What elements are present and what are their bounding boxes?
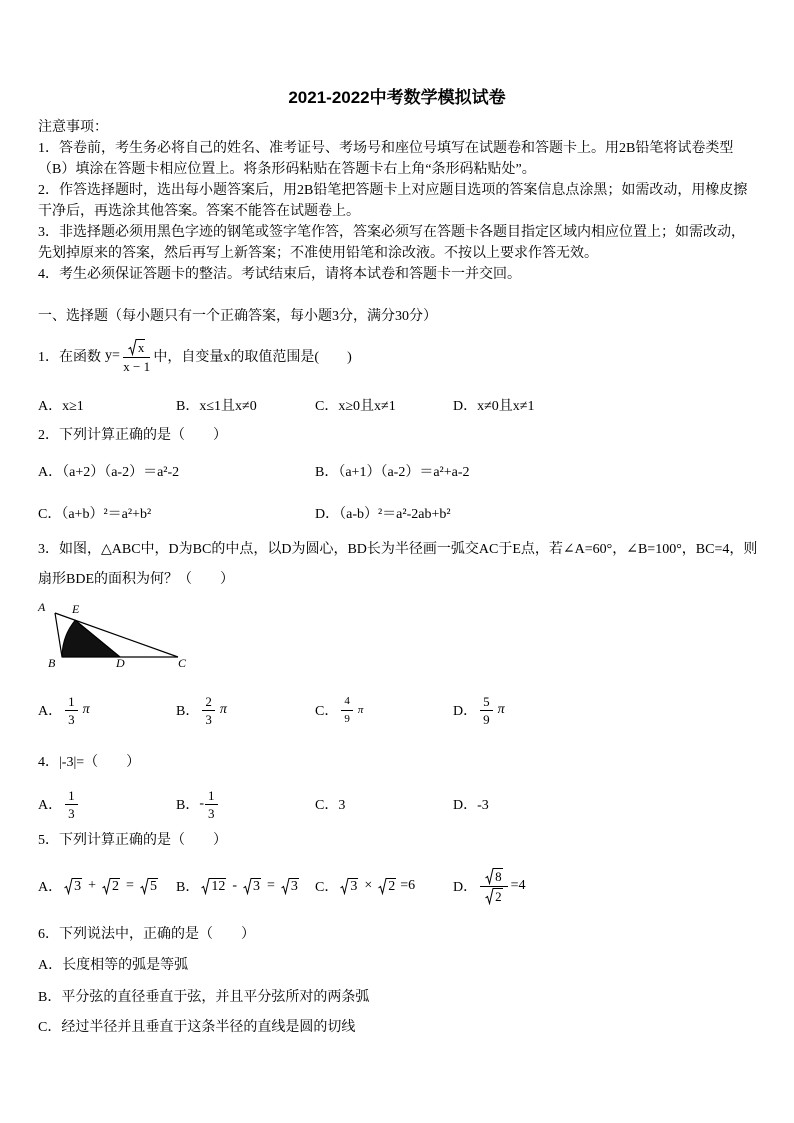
sqrt-expression xyxy=(281,878,299,895)
q2-option-a: A．（a+2）（a-2）＝a²-2 xyxy=(38,464,180,480)
q2-option-d: D．（a-b）²＝a²-2ab+b² xyxy=(315,506,451,522)
option-fraction xyxy=(205,788,218,821)
q4-option-c: C．3 xyxy=(315,798,346,813)
option-letter: A． xyxy=(38,880,63,895)
radicand: 5 xyxy=(149,878,157,894)
equals-sign: = xyxy=(267,878,275,893)
q1-radicand: x xyxy=(137,339,145,355)
sqrt-expression xyxy=(102,878,120,895)
minus-sign: - xyxy=(199,796,205,811)
sqrt-expression xyxy=(378,878,396,895)
pi-symbol: π xyxy=(497,702,505,717)
q3-option-c xyxy=(315,692,363,728)
radical-sign-icon xyxy=(243,878,252,895)
q2-option-b: B．（a+1）（a-2）＝a²+a-2 xyxy=(315,464,470,480)
q5-option-b xyxy=(176,866,301,906)
radicand: 8 xyxy=(495,868,502,884)
option-letter: A． xyxy=(38,798,63,813)
vertex-label-b: B xyxy=(48,656,56,670)
q1-option-c: C．x≥0且x≠1 xyxy=(315,398,396,414)
sqrt-expression xyxy=(485,888,503,905)
fraction-numerator: 4 xyxy=(341,694,353,711)
notice-heading: 注意事项： xyxy=(38,120,108,135)
q4-option-a xyxy=(38,786,81,822)
fraction-numerator: 1 xyxy=(65,788,78,805)
q4-option-b xyxy=(176,786,221,822)
q1-function-lhs: y= xyxy=(105,348,120,363)
point-label-d: D xyxy=(116,656,125,670)
exam-title: 2021-2022中考数学模拟试卷 xyxy=(288,88,506,107)
option-letter: B． xyxy=(176,798,200,813)
fraction-denominator: 9 xyxy=(344,712,350,725)
q1-option-d: D．x≠0且x≠1 xyxy=(453,398,535,414)
q1-option-a: A．x≥1 xyxy=(38,398,84,414)
option-letter: A． xyxy=(38,704,63,719)
option-fraction xyxy=(65,694,78,727)
radicand: 2 xyxy=(388,878,396,894)
q6-option-a: A．长度相等的弧是等弧 xyxy=(38,958,189,973)
q1-numerator xyxy=(123,339,151,358)
sqrt-expression xyxy=(340,878,358,895)
option-letter: C． xyxy=(315,704,339,719)
sqrt-expression xyxy=(140,878,158,895)
option-letter: D． xyxy=(453,880,478,895)
notice-item: 2．作答选择题时，选出每小题答案后，用2B铅笔把答题卡上对应题目选项的答案信息点涂黑；如需改动，用橡皮擦干净后，再选涂其他答案。答案不能答在试题卷上。 xyxy=(38,183,748,219)
option-letter: C． xyxy=(315,880,339,895)
option-letter: B． xyxy=(176,880,200,895)
radicand: 3 xyxy=(253,878,261,894)
radicand: 3 xyxy=(350,878,358,894)
fraction-numerator xyxy=(480,868,508,887)
option-letter: D． xyxy=(453,704,478,719)
q2-option-c: C．（a+b）²＝a²+b² xyxy=(38,506,152,522)
q1-stem-prefix: 1．在函数 xyxy=(38,350,101,365)
equals-sign: = xyxy=(126,878,134,893)
radical-sign-icon xyxy=(201,878,210,895)
q3-option-b xyxy=(176,692,227,728)
question-4-stem: 4．|-3|=（ ） xyxy=(38,755,141,770)
q3-option-a xyxy=(38,692,90,728)
radicand: 3 xyxy=(74,878,82,894)
q6-option-b: B．平分弦的直径垂直于弦，并且平分弦所对的两条弧 xyxy=(38,990,370,1005)
pi-symbol: π xyxy=(82,702,90,717)
radical-sign-icon xyxy=(485,888,494,905)
option-fraction xyxy=(65,788,78,821)
radical-sign-icon xyxy=(128,339,137,356)
option-fraction xyxy=(480,694,493,727)
fraction-numerator: 1 xyxy=(205,788,218,805)
fraction-denominator: 3 xyxy=(68,805,75,821)
q5-option-d xyxy=(453,862,526,910)
sqrt-expression xyxy=(201,878,226,895)
pi-symbol: π xyxy=(219,702,227,717)
sqrt-expression xyxy=(243,878,261,895)
fraction-denominator: 3 xyxy=(208,805,215,821)
q3-option-d xyxy=(453,692,505,728)
q5-option-a xyxy=(38,866,160,906)
question-2-stem: 2．下列计算正确的是（ ） xyxy=(38,428,227,443)
radicand: 2 xyxy=(495,888,502,904)
radical-sign-icon xyxy=(102,878,111,895)
notice-item: 1．答卷前，考生务必将自己的姓名、准考证号、考场号和座位号填写在试题卷和答题卡上。用2B铅笔将试卷类型（B）填涂在答题卡相应位置上。将条形码粘贴在答题卡右上角“条形码粘贴处”。 xyxy=(38,141,734,177)
radical-sign-icon xyxy=(378,878,387,895)
operator: + xyxy=(88,878,97,893)
radicand: 2 xyxy=(112,878,120,894)
question-6-stem: 6．下列说法中，正确的是（ ） xyxy=(38,927,255,942)
point-label-e: E xyxy=(72,602,80,616)
q5-option-c xyxy=(315,866,415,906)
q1-stem-suffix: 中，自变量x的取值范围是( ) xyxy=(153,350,352,365)
fraction-denominator xyxy=(480,887,508,905)
operator: - xyxy=(232,878,238,893)
option-fraction xyxy=(202,694,215,727)
fraction-numerator: 1 xyxy=(65,694,78,711)
radicand: 12 xyxy=(211,878,226,894)
fraction-denominator: 9 xyxy=(483,711,490,727)
side-ab xyxy=(55,613,62,657)
radical-sign-icon xyxy=(281,878,290,895)
radical-sign-icon xyxy=(140,878,149,895)
fraction-numerator: 2 xyxy=(202,694,215,711)
vertex-label-a: A xyxy=(38,600,46,614)
sqrt-expression xyxy=(64,878,82,895)
q1-option-b: B．x≤1且x≠0 xyxy=(176,398,257,414)
operator: × xyxy=(364,878,373,893)
notice-item: 3．非选择题必须用黑色字迹的钢笔或签字笔作答，答案必须写在答题卡各题目指定区域内相应位置上；如需改动，先划掉原来的答案，然后再写上新答案；不准使用铅笔和涂改液。不按以上要求作答无效。 xyxy=(38,225,745,261)
vertex-label-c: C xyxy=(178,656,187,670)
q1-denominator: x − 1 xyxy=(123,358,151,374)
fraction-denominator: 3 xyxy=(68,711,75,727)
sqrt-expression xyxy=(485,868,503,885)
result: =6 xyxy=(400,878,416,893)
radical-sign-icon xyxy=(340,878,349,895)
fraction-denominator: 3 xyxy=(205,711,212,727)
triangle-figure xyxy=(36,598,196,672)
section-heading: 一、选择题（每小题只有一个正确答案，每小题3分，满分30分） xyxy=(38,309,437,324)
pi-symbol: π xyxy=(357,704,364,716)
question-3-stem: 3．如图，△ABC中，D为BC的中点，以D为圆心，BD长为半径画一弧交AC于E点，若∠A=60°，∠B=100°，BC=4，则扇形BDE的面积为何？（ ） xyxy=(38,542,758,587)
option-fraction xyxy=(341,694,353,727)
question-1-stem xyxy=(38,336,352,376)
q1-sqrt xyxy=(128,339,146,356)
radicand: 3 xyxy=(290,878,298,894)
notice-section xyxy=(38,117,758,285)
option-fraction xyxy=(480,868,508,905)
radical-sign-icon xyxy=(64,878,73,895)
question-5-stem: 5．下列计算正确的是（ ） xyxy=(38,833,227,848)
q4-option-d: D．-3 xyxy=(453,798,489,813)
option-letter: B． xyxy=(176,704,200,719)
result: =4 xyxy=(510,878,526,893)
q1-fraction xyxy=(123,339,151,374)
fraction-numerator: 5 xyxy=(480,694,493,711)
notice-item: 4．考生必须保证答题卡的整洁。考试结束后，请将本试卷和答题卡一并交回。 xyxy=(38,267,521,282)
radical-sign-icon xyxy=(485,868,494,885)
q6-option-c: C．经过半径并且垂直于这条半径的直线是圆的切线 xyxy=(38,1020,356,1035)
